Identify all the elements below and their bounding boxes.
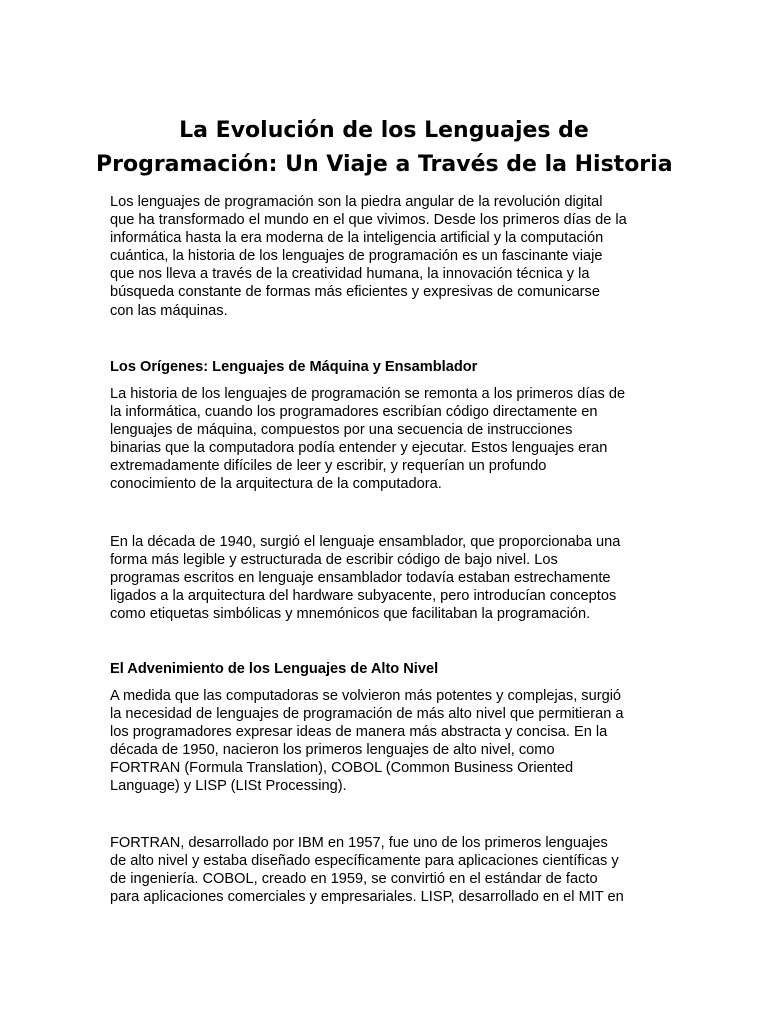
text-line: la necesidad de lenguajes de programación de más alto nivel que permitieran a <box>110 706 624 723</box>
text-line: con las máquinas. <box>110 302 228 319</box>
text-line: que ha transformado el mundo en el que vivimos. Desde los primeros días de la <box>110 212 627 229</box>
section-heading-high-level: El Advenimiento de los Lenguajes de Alto Nivel <box>110 661 439 677</box>
section-heading-origins: Los Orígenes: Lenguajes de Máquina y Ensamblador <box>110 359 478 375</box>
section2-paragraph-1 <box>110 687 666 796</box>
section2-paragraph-2 <box>110 834 666 906</box>
intro-paragraph <box>110 193 666 320</box>
text-line: de alto nivel y estaba diseñado específicamente para aplicaciones científicas y <box>110 853 619 870</box>
text-line: para aplicaciones comerciales y empresariales. LISP, desarrollado en el MIT en <box>110 889 624 906</box>
text-line: La historia de los lenguajes de programación se remonta a los primeros días de <box>110 386 626 402</box>
text-line: cuántica, la historia de los lenguajes de programación es un fascinante viaje <box>110 248 603 265</box>
text-line: En la década de 1940, surgió el lenguaje ensamblador, que proporcionaba una <box>110 534 621 550</box>
text-line: de ingeniería. COBOL, creado en 1959, se convirtió en el estándar de facto <box>110 871 598 888</box>
text-line: Language) y LISP (LISt Processing). <box>110 778 347 795</box>
section1-paragraph-2 <box>110 533 666 623</box>
text-line: binarias que la computadora podía entender y ejecutar. Estos lenguajes eran <box>110 440 608 457</box>
text-line: que nos lleva a través de la creatividad humana, la innovación técnica y la <box>110 266 590 283</box>
text-line: informática hasta la era moderna de la inteligencia artificial y la computación <box>110 230 604 247</box>
text-line: la informática, cuando los programadores escribían código directamente en <box>110 404 598 421</box>
text-line: forma más legible y estructurada de escribir código de bajo nivel. Los <box>110 552 558 569</box>
title-line: La Evolución de los Lenguajes de <box>179 118 589 143</box>
section1-paragraph-1 <box>110 385 666 494</box>
text-line: FORTRAN (Formula Translation), COBOL (Common Business Oriented <box>110 760 574 777</box>
text-line: extremadamente difíciles de leer y escribir, y requerían un profundo <box>110 458 547 475</box>
text-line: lenguajes de máquina, compuestos por una secuencia de instrucciones <box>110 422 573 439</box>
text-line: ligados a la arquitectura del hardware subyacente, pero introducían conceptos <box>110 588 617 605</box>
title-line: Programación: Un Viaje a Través de la Historia <box>96 152 673 177</box>
text-line: Los lenguajes de programación son la piedra angular de la revolución digital <box>110 194 603 210</box>
text-line: conocimiento de la arquitectura de la computadora. <box>110 476 442 493</box>
text-line: como etiquetas simbólicas y mnemónicos que facilitaban la programación. <box>110 606 591 623</box>
document-title <box>96 114 672 182</box>
text-line: los programadores expresar ideas de manera más abstracta y concisa. En la <box>110 724 608 741</box>
text-line: década de 1950, nacieron los primeros lenguajes de alto nivel, como <box>110 742 555 759</box>
text-line: A medida que las computadoras se volvieron más potentes y complejas, surgió <box>110 688 622 704</box>
text-line: programas escritos en lenguaje ensamblador todavía estaban estrechamente <box>110 570 611 587</box>
text-line: FORTRAN, desarrollado por IBM en 1957, fue uno de los primeros lenguajes <box>110 835 608 851</box>
text-line: búsqueda constante de formas más eficientes y expresivas de comunicarse <box>110 284 600 301</box>
